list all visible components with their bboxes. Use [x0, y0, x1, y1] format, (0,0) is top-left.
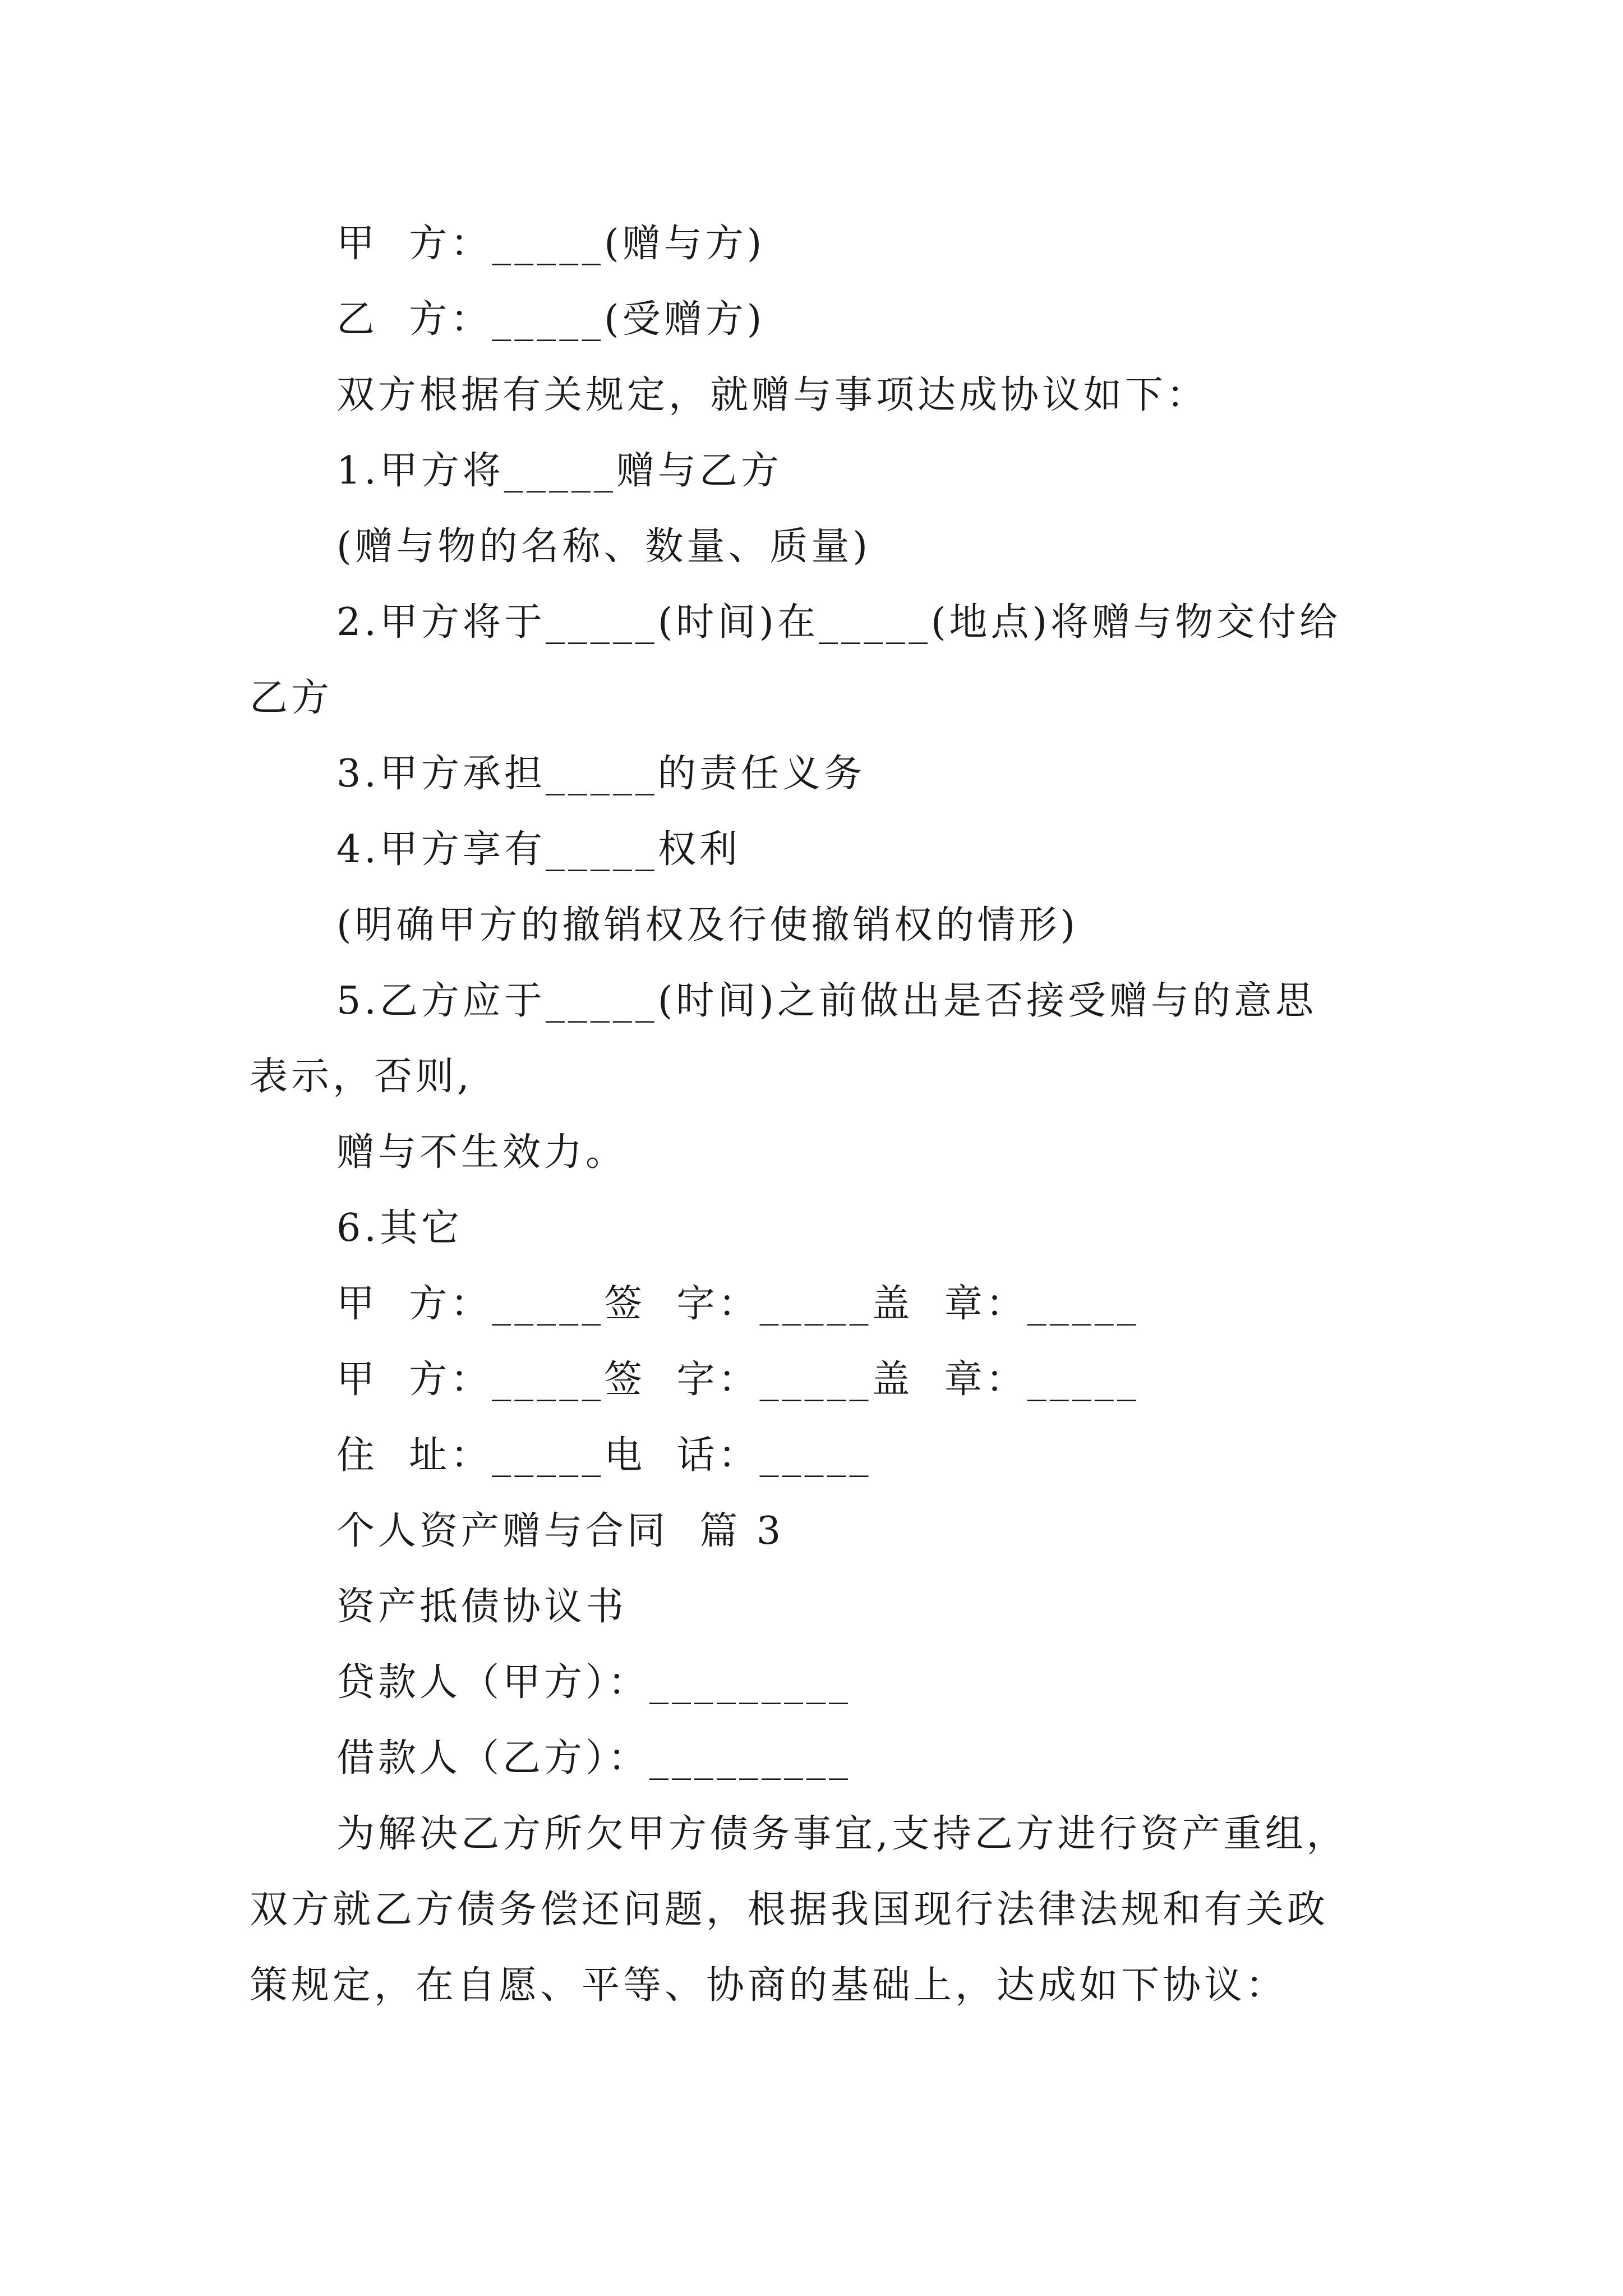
clause-5-tail: 赠与不生效力。: [336, 1130, 628, 1175]
lender-line: 贷款人（甲方）：_________: [336, 1660, 852, 1705]
clause-2: 2.甲方将于_____(时间)在_____(地点)将赠与物交付给: [336, 600, 1341, 645]
clause-4-note: (明确甲方的撤销权及行使撤销权的情形): [336, 903, 1079, 947]
document-title: 资产抵债协议书: [336, 1585, 628, 1629]
clause-2-continued: 乙方: [250, 676, 333, 720]
signature-line-2: 甲 方：_____签 字：_____盖 章：_____: [336, 1358, 1140, 1402]
clause-5: 5.乙方应于_____(时间)之前做出是否接受赠与的意思: [336, 979, 1317, 1023]
clause-1-note: (赠与物的名称、数量、质量): [336, 524, 872, 569]
preamble-line-3: 策规定，在自愿、平等、协商的基础上，达成如下协议：: [250, 1963, 1288, 2008]
borrower-line: 借款人（乙方）：_________: [336, 1736, 852, 1780]
clause-5-continued: 表示，否则,: [250, 1055, 473, 1099]
clause-1: 1.甲方将_____赠与乙方: [336, 449, 782, 493]
party-a-donor-line: 甲 方：_____(赠与方): [336, 222, 766, 266]
clause-6: 6.其它: [336, 1206, 463, 1250]
party-b-donee-line: 乙 方：_____(受赠方): [336, 297, 766, 342]
preamble-line-2: 双方就乙方债务偿还问题，根据我国现行法律法规和有关政: [250, 1888, 1329, 1932]
section-heading: 个人资产赠与合同 篇 3: [336, 1509, 785, 1553]
agreement-intro: 双方根据有关规定，就赠与事项达成协议如下：: [336, 373, 1209, 417]
signature-line-1: 甲 方：_____签 字：_____盖 章：_____: [336, 1282, 1140, 1326]
clause-4: 4.甲方享有_____权利: [336, 827, 741, 872]
address-phone-line: 住 址：_____电 话：_____: [336, 1433, 872, 1478]
clause-3: 3.甲方承担_____的责任义务: [336, 752, 865, 796]
preamble-line-1: 为解决乙方所欠甲方债务事宜,支持乙方进行资产重组，: [336, 1812, 1348, 1856]
